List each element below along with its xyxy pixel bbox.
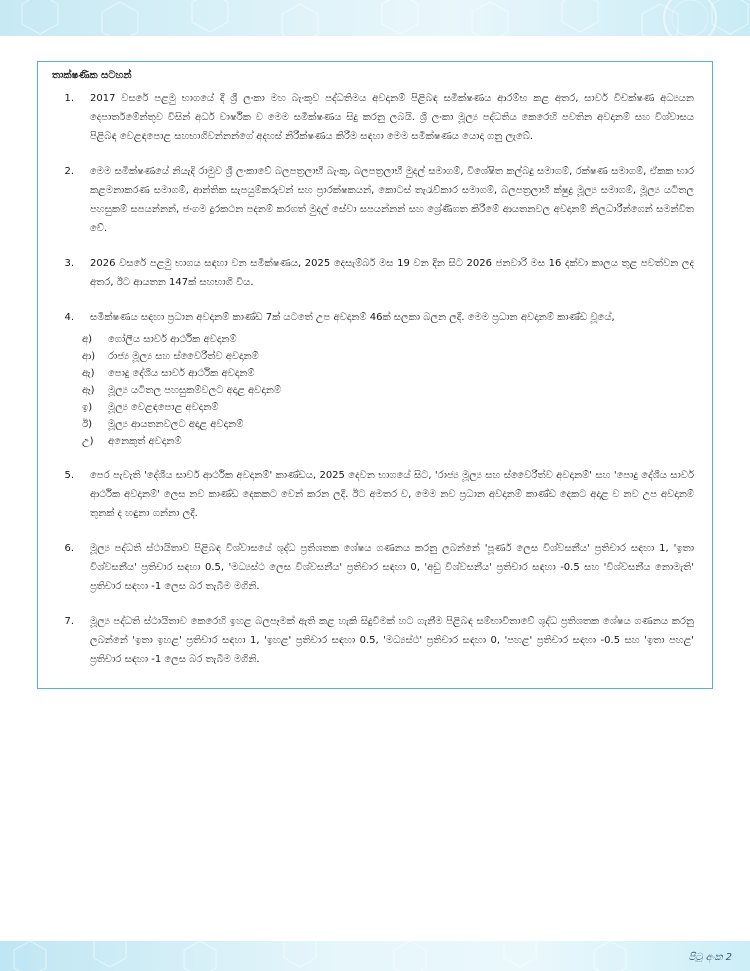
note-text: මූල්‍ය පද්ධති ස්ථායිතාව කෙරෙහි ඉහළ බලපෑමක් ඇති කළ හැකි සිදුවීමක් හට ගැනීම පිළිබඳ සම්භාවිතාවේ ශුද්ධ ප්‍රතිශතක ශේෂය ගණනය කරනු ලබන්නේ 'ඉතා ඉහළ' ප්‍රතිචාර සඳහා 1, 'ඉහළ' ප්‍රතිචාර සඳහා 0.5, 'මධ්‍යස්ථ' ප්‍රතිචාර සඳහා 0, 'පහළ' ප්‍රතිචාර සඳහා -0.5 සහ 'ඉතා පහළ' ප්‍රතිචාර සඳහා -1 ලෙස බර තැබීම මගිනි. xyxy=(90,616,694,665)
note-text: පෙර පැවැති 'දේශීය සාර්ව ආර්ථික අවදානම්' කාණ්ඩය, 2025 දෙවන භාගයේ සිට, 'රාජ්‍ය මූල්‍ය සහ ස්වෛරීත්ව අවදානම්' සහ 'පොදු දේශීය සාර්ව ආර්ථික අවදානම්' ලෙස නව කාණ්ඩ දෙකකට වෙන් කරන ලදී. ඊට අමතර ව, මෙම නව ප්‍රධාන අවදානම් කාණ්ඩ දෙකට අදාළ ව නව උප අවදානම් තුනක් ද හඳුනා ගන්නා ලදී. xyxy=(90,470,694,519)
note-item-7 xyxy=(52,612,698,669)
list-item-label: ආ) xyxy=(82,351,96,362)
footer-band xyxy=(0,941,750,971)
list-item xyxy=(82,399,694,416)
header-band xyxy=(0,0,750,36)
note-item-5 xyxy=(52,466,698,523)
note-number: 2. xyxy=(64,166,74,177)
list-item xyxy=(82,365,694,382)
list-item-label: ඊ) xyxy=(82,419,93,430)
list-item-label: ඇ) xyxy=(82,368,95,379)
list-item xyxy=(82,416,694,433)
list-item xyxy=(82,348,694,365)
list-item-label: අ) xyxy=(82,334,93,345)
list-item-label: ඈ) xyxy=(82,385,95,396)
list-item-label: උ) xyxy=(82,436,94,447)
hexagon-pattern-decoration xyxy=(0,0,750,36)
note-text: මෙම සමීක්ෂණයේ නියැදි රාමුව ශ්‍රී ලංකාවේ බලපත්‍රලාභී බැංකු, බලපත්‍රලාභී මුදල් සමාගම්, විශේෂිත කල්බදු සමාගම්, රක්ෂණ සමාගම්, ඒකක භාර කළමනාකරණ සමාගම්, ආන්තික සැපයුම්කරුවන් සහ ප්‍රාරක්ෂකයන්, කොටස් තැරැව්කාර සමාගම්, බලපත්‍රලාභී ක්ෂුද්‍ර මූල්‍ය සමාගම්, මූල්‍ය යටිතල පහසුකම් සපයන්නන්, ජංගම දුරකථන පදනම් කරගත් මුදල් සේවා සපයන්නන් සහ ශ්‍රේණිගත කිරීමේ ආයතනවල අවදානම් නිලධාරීන්ගෙන් සමන්විත වේ. xyxy=(90,166,694,234)
note-number: 4. xyxy=(64,312,74,323)
list-item-text: රාජ්‍ය මූල්‍ය සහ ස්වෛරීත්ව අවදානම් xyxy=(108,351,259,362)
list-item-text: අනෙකුත් අවදානම් xyxy=(108,436,182,447)
list-item-text: මූල්‍ය වෙළඳපොළ අවදානම් xyxy=(108,402,219,413)
note-item-3 xyxy=(52,254,698,292)
note-item-4 xyxy=(52,308,698,450)
note-text: 2026 වසරේ පළමු භාගය සඳහා වන සමීක්ෂණය, 2025 දෙසැම්බර් මස 19 වන දින සිට 2026 ජනවාරි මස 16 දක්වා කාලය තුළ පවත්වන ලද අතර, ඊට ආයතන 147ක් සහභාගි විය. xyxy=(90,258,694,288)
list-item-text: මූල්‍ය යටිතල පහසුකම්වලට අදාළ අවදානම් xyxy=(108,385,282,396)
note-number: 6. xyxy=(64,543,74,554)
list-item-label: ඉ) xyxy=(82,402,93,413)
note-number: 3. xyxy=(64,258,74,269)
note-item-2 xyxy=(52,162,698,238)
note-number: 1. xyxy=(64,93,74,104)
note-item-1 xyxy=(52,89,698,146)
list-item-text: පොදු දේශීය සාර්ව ආර්ථික අවදානම් xyxy=(108,368,255,379)
list-item-text: මූල්‍ය ආයතනවලට අදාළ අවදානම් xyxy=(108,419,244,430)
hexagon-pattern-decoration xyxy=(0,941,750,971)
note-number: 5. xyxy=(64,470,74,481)
notes-title: තාක්ෂණික සටහන් xyxy=(52,70,132,81)
list-item xyxy=(82,331,694,348)
list-item-text: ගෝලීය සාර්ව ආර්ථික අවදානම් xyxy=(108,334,237,345)
note-text: සමීක්ෂණය සඳහා ප්‍රධාන අවදානම් කාණ්ඩ 7ක් යටතේ උප අවදානම් 46ක් සලකා බලන ලදී. මෙම ප්‍රධාන අවදානම් කාණ්ඩ වූයේ, xyxy=(90,312,615,323)
page-number: පිටු අංක 2 xyxy=(688,952,732,963)
risk-category-list xyxy=(82,331,694,450)
list-item xyxy=(82,382,694,399)
technical-notes-box xyxy=(37,61,713,689)
note-number: 7. xyxy=(64,616,74,627)
note-text: මූල්‍ය පද්ධති ස්ථායිතාව පිළිබඳ විශ්වාසයේ ශුද්ධ ප්‍රතිශතක ශේෂය ගණනය කරනු ලබන්නේ 'පූර්ණ ලෙස විශ්වසනීය' ප්‍රතිචාර සඳහා 1, 'ඉතා විශ්වසනීය' ප්‍රතිචාර සඳහා 0.5, 'මධ්‍යස්ථ ලෙස විශ්වසනීය' ප්‍රතිචාර සඳහා 0, 'අඩු විශ්වසනීය' ප්‍රතිචාර සඳහා -0.5 සහ 'විශ්වසනීය නොමැති' ප්‍රතිචාර සඳහා -1 ලෙස බර තැබීම මගිනි. xyxy=(90,543,694,592)
note-body xyxy=(82,308,698,450)
note-text: 2017 වසරේ පළමු භාගයේ දී ශ්‍රී ලංකා මහ බැංකුව පද්ධතිමය අවදානම් පිළිබඳ සමීක්ෂණය ආරම්භ කළ අතර, සාර්ව විචක්ෂණ අධ්‍යයන දෙපාර්තමේන්තුව විසින් අර්ධ වාර්ෂික ව මෙම සමීක්ෂණය සිදු කරනු ලබයි. ශ්‍රී ලංකා මූල්‍ය පද්ධතිය කෙරෙහි පවතින අවදානම් සහ විශ්වාසය පිළිබඳ වෙළඳපොළ සහභාගිවන්නන්ගේ අදහස් නිරීක්ෂණය කිරීම සඳහා මෙම සමීක්ෂණය යොදා ගනු ලැබේ. xyxy=(90,93,694,142)
list-item xyxy=(82,433,694,450)
note-item-6 xyxy=(52,539,698,596)
